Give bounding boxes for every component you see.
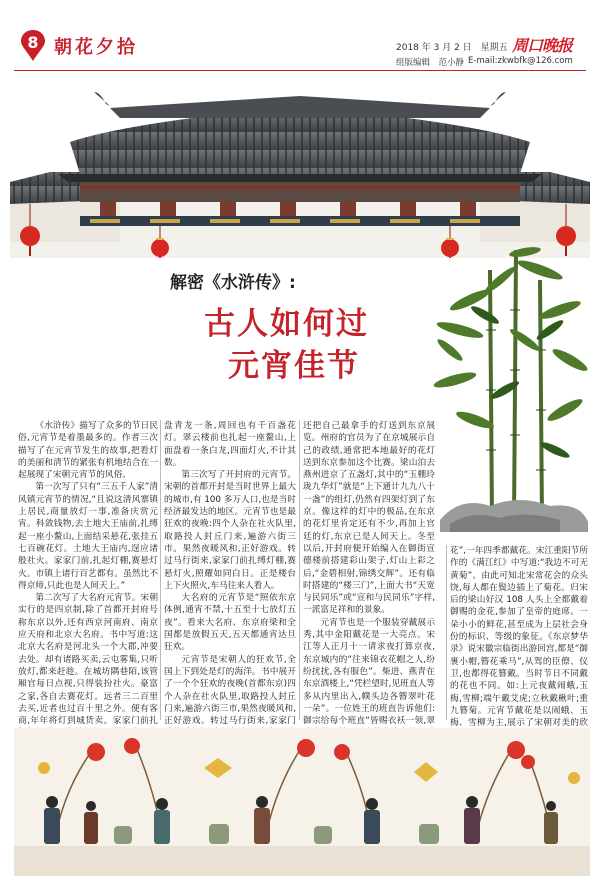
paragraph: 《水浒传》描写了众多的节日民俗,元宵节是着墨最多的。作者三次描写了在元宵节发生的故事,把看灯的美丽和清节的紧张有机地结合在一起展现了宋朝元宵节的风俗。 <box>18 421 158 481</box>
text-column-2 <box>164 420 296 727</box>
layout-editor: 组版编辑 范小静 <box>396 58 465 68</box>
page-header <box>0 0 600 70</box>
article-title-line-2: 元宵佳节 <box>228 348 360 384</box>
text-column-4 <box>450 545 588 729</box>
column-divider <box>446 545 447 720</box>
paragraph: 盘青龙一条,周回也有千百盏花灯。翠云楼前也扎起一座鳌山,上面盘着一条白龙,四面灯火,不计其数。 <box>164 421 296 468</box>
article-title-line-1: 古人如何过 <box>204 306 369 342</box>
text-column-1 <box>18 420 158 727</box>
paragraph: 元宵节也是一个服装穿戴展示秀,其中金阳戴花是一大亮点。宋江等人正月十一请求夜打算京夜,东京城内的“往来锦衣花帽之人,纷纷扰扰,各有服色”。柴进、燕青在东京酒楼上,“凭栏望时,见班直人等多从内里出入,幞头边各簪翠叶花一朵”。一位姓王的班直告诉他们:御宗给每个班直“皆赐衣袄一领,翠 <box>303 617 435 727</box>
paragraph: 大名府的元宵节是“照依东京体例,通宵不禁,十五至十七放灯五夜”。看来大名府、东京府梁和全国都是放假五天,五天都通宵达旦狂欢。 <box>164 593 296 653</box>
column-divider <box>160 420 161 720</box>
section-title: 朝花夕拾 <box>54 37 138 58</box>
bamboo-illustration <box>430 240 590 535</box>
paragraph: 第二次写了大名府元宵节。宋朝实行的是四京制,除了首都开封府号称东京以外,还有西京河南府、南京应天府和北京大名府。书中写道:这北京大名府是河北头一个大郡,冲要去处。却有诸路买卖,云屯雾集,只听放灯,都来赶趁。在城坊隅巷陌,该管厢官每日点视,只得装扮社火。豪富之家,各自去赛花灯。远者三二百里去买,近者也过百十里之外。便有客商,年年将灯到城货卖。家家门前扎 <box>18 593 158 727</box>
contact-email: E-mail:zkwbfk@126.com <box>468 56 573 66</box>
paragraph: 元宵节是宋朝人的狂欢节,全国上下到处是灯的海洋。书中展开了一个个狂欢的夜晚(首都东京)四个人杂在社火队里,取路投人封丘门来,遍游六街三市,果然夜暖风和,正好游戏。转过马行街来,家家门 <box>164 654 296 727</box>
chinese-roof-banner <box>10 78 590 258</box>
issue-date: 2018 年 3 月 2 日 星期五 <box>396 43 508 53</box>
page-number: 8 <box>27 33 39 52</box>
page-number-badge <box>20 30 46 60</box>
lantern-festival-painting <box>14 728 590 876</box>
header-divider <box>14 70 586 71</box>
column-divider <box>299 420 300 720</box>
paragraph: 第三次写了开封府的元宵节。宋朝的首都开封是当时世界上最大的城市,有 100 多万人口,也是当时经济最发达的地区。元宵节也是最狂欢的夜晚:四个人杂在社火队里,取路投人封丘门来,遍游六街三市。果然夜暖风和,正好游戏。转过马行街来,家家门前扎缚灯棚,赛悬灯火,照耀如同白日。正是楼台上下火照火,车马往来人看人。 <box>164 470 296 591</box>
text-column-3 <box>303 420 435 727</box>
newspaper-logo: 周口晚报 <box>512 36 573 55</box>
paragraph: 还把自己最拿手的灯送到东京展览。州府的官员为了在京城展示自己的政绩,通常把本地最好的花灯送到东京参加这个比赛。梁山泊去燕州进京了五盏灯,其中的“玉棚玲珑九华灯”就是“上下通计九九八十一盏”的组灯,仍然有四架灯到了东京。像这样的灯中的极品,在东京的花灯里肯定还有不少,再加上官廷的灯,东京已是人间天上。冬至以后,开封府便开始编入在御街宣德楼前搭建彩山架子,灯山上彩之后,“金碧相射,锦绣交辉”。还有临时搭建的“楼三门”,上面大书“天宽与民同乐”或“宣和与民同乐”字样,一派富足祥和的景象。 <box>303 421 435 616</box>
paragraph: 第一次写了只有“三五千人家”清风镇元宵节的情况,“且说这清风寨镇上居民,商量放灯一事,准备庆赏元宵。科敛钱物,去土地大王庙前,扎缚起一座小鳌山,上面结采悬花,张挂五七百碗花灯。土地大王庙内,逞应诸般社火。家家门前,扎起灯棚,赛悬灯火。市镇上诸行百艺都有。虽然比不得京师,只此也是人间天上。” <box>18 482 158 591</box>
article-pretitle: 解密《水浒传》: <box>170 273 296 293</box>
paragraph: 花”,一年四季都戴花。宋江重阳节所作的《满江红》中写道:“我边不可无黄菊”。由此可知北宋常花会的众头饶,每人都在鬓边插上了菊花。归宋后的梁山好汉 108 人头上全都戴着御赐的金花,参加了皇帝的庭席。一朵小小的鲜花,甚至成为上层社会身份的标识、等级的象征。《东京梦华录》说宋徽宗临街出游回宫,都是“御裹小帽,簪花乘马”,从驾的臣僚、仪卫,也都得花簪戴。当时节日不同戴的花也不同。如:上元夜戴闹蛾,玉梅,雪柳;端午戴艾虎;立秋戴楸叶;重九簪菊。元宵节戴花是以闹蛾、玉梅、雪柳为主,展示了宋朝对美的欣 <box>450 546 588 729</box>
